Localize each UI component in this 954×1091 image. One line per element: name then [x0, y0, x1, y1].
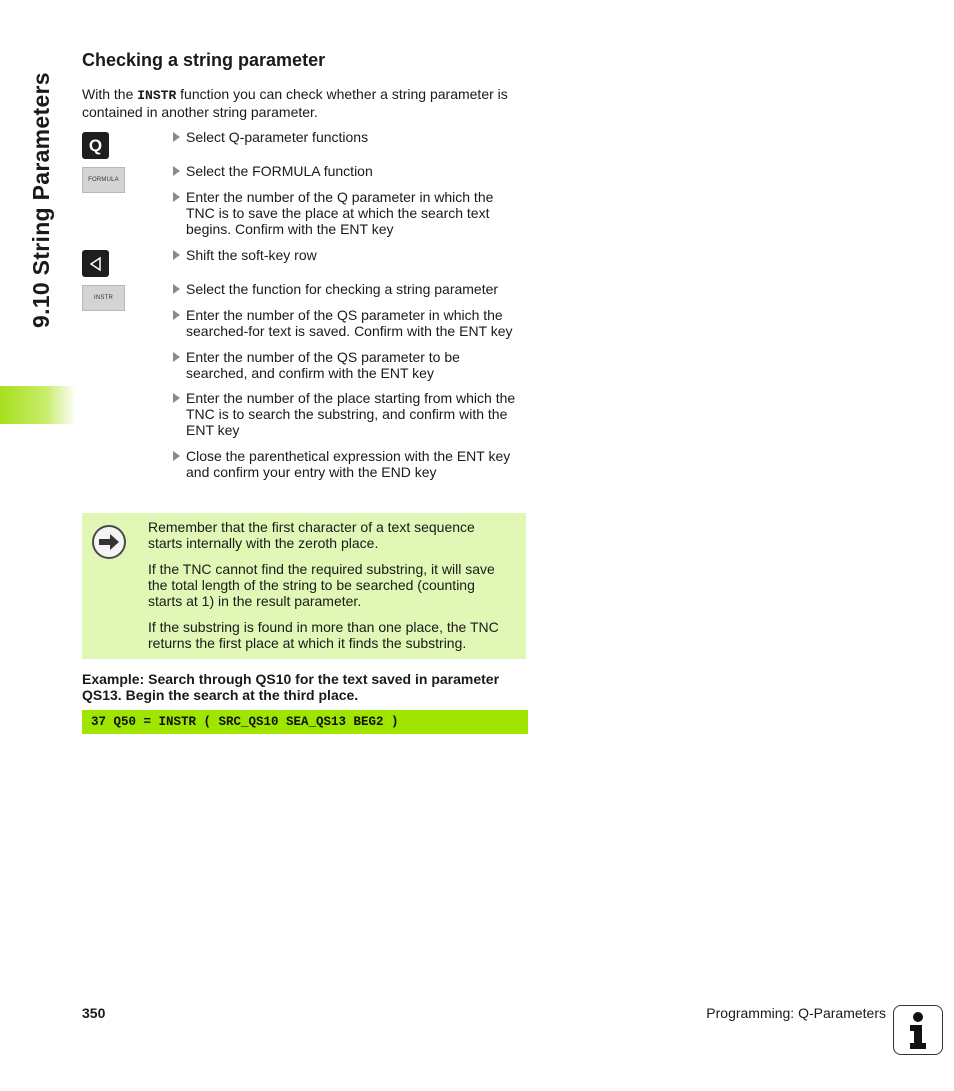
bullet-arrow-icon — [173, 132, 180, 142]
step-text: Select the FORMULA function — [186, 163, 373, 179]
info-icon — [893, 1005, 943, 1055]
bullet-arrow-icon — [173, 166, 180, 176]
step-text: and confirm your entry with the END key — [186, 464, 437, 480]
section-tab-marker — [0, 386, 76, 424]
example-caption — [82, 671, 532, 703]
arrow-right-note-icon — [92, 525, 126, 559]
chapter-title: Programming: Q-Parameters — [706, 1005, 886, 1021]
info-i-glyph — [894, 1006, 941, 1053]
bullet-arrow-icon — [173, 250, 180, 260]
q-key-icon[interactable] — [82, 132, 109, 159]
intro-prefix: With the — [82, 86, 138, 102]
bullet-arrow-icon — [173, 393, 180, 403]
note-text: If the substring is found in more than one place, the TNC — [148, 619, 499, 635]
bullet-arrow-icon — [173, 192, 180, 202]
note-text: returns the first place at which it finds the substring. — [148, 635, 467, 651]
note-text: the total length of the string to be searched (counting — [148, 577, 475, 593]
triangle-left-icon — [88, 256, 104, 272]
intro-line2: contained in another string parameter. — [82, 104, 318, 120]
step-text: TNC is to search the substring, and confirm with the — [186, 406, 508, 422]
note-text: starts at 1) in the result parameter. — [148, 593, 362, 609]
intro-paragraph — [82, 86, 532, 120]
step-text: Shift the soft-key row — [186, 247, 317, 263]
step-text: Select Q-parameter functions — [186, 129, 369, 145]
section-title-vertical: 9.10 String Parameters — [28, 72, 54, 328]
bullet-arrow-icon — [173, 352, 180, 362]
step-text: ENT key — [186, 422, 240, 438]
step-text: TNC is to save the place at which the search text — [186, 205, 490, 221]
step-text: Enter the number of the Q parameter in which the — [186, 189, 494, 205]
step-text: Enter the number of the QS parameter to be — [186, 349, 460, 365]
step-item — [172, 163, 532, 179]
example-caption-line: Example: Search through QS10 for the text saved in parameter — [82, 671, 500, 687]
step-item — [172, 281, 532, 297]
step-text: searched, and confirm with the ENT key — [186, 365, 434, 381]
arrow-right-icon — [94, 527, 124, 557]
bullet-arrow-icon — [173, 284, 180, 294]
note-paragraph — [148, 519, 518, 551]
bullet-arrow-icon — [173, 310, 180, 320]
step-item — [172, 307, 532, 339]
step-text: Enter the number of the QS parameter in which the — [186, 307, 503, 323]
shift-softkey-row-icon[interactable] — [82, 250, 109, 277]
note-text: starts internally with the zeroth place. — [148, 535, 379, 551]
step-item — [172, 129, 532, 145]
example-code-block: 37 Q50 = INSTR ( SRC_QS10 SEA_QS13 BEG2 ) — [82, 710, 528, 734]
page-number: 350 — [82, 1005, 106, 1021]
step-item — [172, 448, 532, 480]
instr-softkey[interactable] — [82, 285, 125, 311]
step-text: Select the function for checking a string parameter — [186, 281, 499, 297]
instr-softkey-label: INSTR — [94, 295, 113, 301]
step-text: searched-for text is saved. Confirm with the ENT key — [186, 323, 513, 339]
intro-keyword: INSTR — [137, 88, 177, 103]
example-caption-line: QS13. Begin the search at the third place. — [82, 687, 359, 703]
step-item — [172, 349, 532, 381]
step-text: begins. Confirm with the ENT key — [186, 221, 394, 237]
step-text: Enter the number of the place starting from which the — [186, 390, 516, 406]
q-key-label: Q — [88, 135, 103, 155]
note-paragraph — [148, 561, 518, 609]
bullet-arrow-icon — [173, 451, 180, 461]
step-item — [172, 189, 532, 237]
note-text: Remember that the first character of a text sequence — [148, 519, 475, 535]
note-text: If the TNC cannot find the required substring, it will save — [148, 561, 495, 577]
note-paragraph — [148, 619, 518, 651]
formula-softkey[interactable] — [82, 167, 125, 193]
step-item — [172, 390, 532, 438]
step-item — [172, 247, 532, 263]
formula-softkey-label: FORMULA — [88, 177, 119, 183]
note-box — [82, 513, 526, 659]
intro-line1-rest: function you can check whether a string parameter is — [176, 86, 508, 102]
step-text: Close the parenthetical expression with the ENT key — [186, 448, 511, 464]
page-heading: Checking a string parameter — [82, 50, 326, 70]
